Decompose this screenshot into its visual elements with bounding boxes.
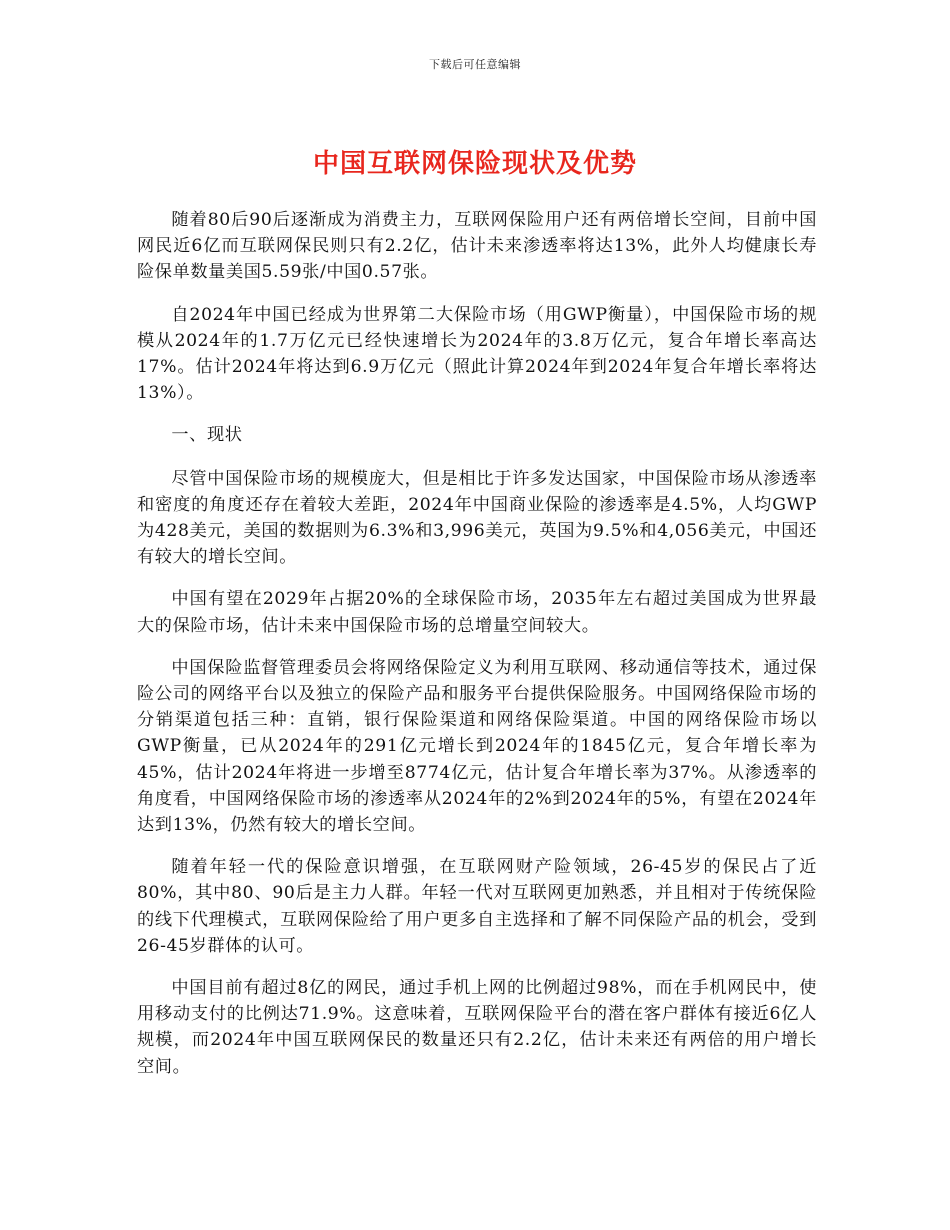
- paragraph-online-insurance: 中国保险监督管理委员会将网络保险定义为利用互联网、移动通信等技术，通过保险公司的网络平台以及独立的保险产品和服务平台提供保险服务。中国网络保险市场的分销渠道包括三种：直销，银行保险渠道和网络保险渠道。中国的网络保险市场以GWP衡量，已从2024年的291亿元增长到2024年的1845亿元，复合年增长率为45%，估计2024年将进一步增至8774亿元，估计复合年增长率为37%。从渗透率的角度看，中国网络保险市场的渗透率从2024年的2%到2024年的5%，有望在2024年达到13%，仍然有较大的增长空间。: [137, 657, 817, 836]
- paragraph-netizens: 中国目前有超过8亿的网民，通过手机上网的比例超过98%，而在手机网民中，使用移动支付的比例达71.9%。这意味着，互联网保险平台的潜在客户群体有接近6亿人规模，而2024年中国互联网保民的数量还只有2.2亿，估计未来还有两倍的用户增长空间。: [137, 978, 817, 1077]
- header-note: 下载后可任意编辑: [429, 58, 521, 71]
- paragraph-penetration: 尽管中国保险市场的规模庞大，但是相比于许多发达国家，中国保险市场从渗透率和密度的角度还存在着较大差距，2024年中国商业保险的渗透率是4.5%，人均GWP为428美元，美国的数据则为6.3%和3,996美元，英国为9.5%和4,056美元，中国还有较大的增长空间。: [137, 468, 817, 568]
- paragraph-young-generation: 随着年轻一代的保险意识增强，在互联网财产险领域，26-45岁的保民占了近80%，其中80、90后是主力人群。年轻一代对互联网更加熟悉，并且相对于传统保险的线下代理模式，互联网保险给了用户更多自主选择和了解不同保险产品的机会，受到26-45岁群体的认可。: [137, 857, 817, 956]
- paragraph-intro: 随着80后90后逐渐成为消费主力，互联网保险用户还有两倍增长空间，目前中国网民近6亿而互联网保民则只有2.2亿，估计未来渗透率将达13%，此外人均健康长寿险保单数量美国5.59张/中国0.57张。: [137, 210, 817, 283]
- paragraph-market-scale: 自2024年中国已经成为世界第二大保险市场（用GWP衡量），中国保险市场的规模从2024年的1.7万亿元已经快速增长为2024年的3.8万亿元，复合年增长率高达17%。估计2024年将达到6.9万亿元（照此计算2024年到2024年复合年增长率将达13%）。: [137, 304, 817, 404]
- section-heading-status: 一、现状: [171, 425, 243, 446]
- document-title: 中国互联网保险现状及优势: [312, 149, 637, 179]
- paragraph-global-share: 中国有望在2029年占据20%的全球保险市场，2035年左右超过美国成为世界最大的保险市场，估计未来中国保险市场的总增量空间较大。: [137, 589, 817, 636]
- document-body: [137, 207, 817, 1096]
